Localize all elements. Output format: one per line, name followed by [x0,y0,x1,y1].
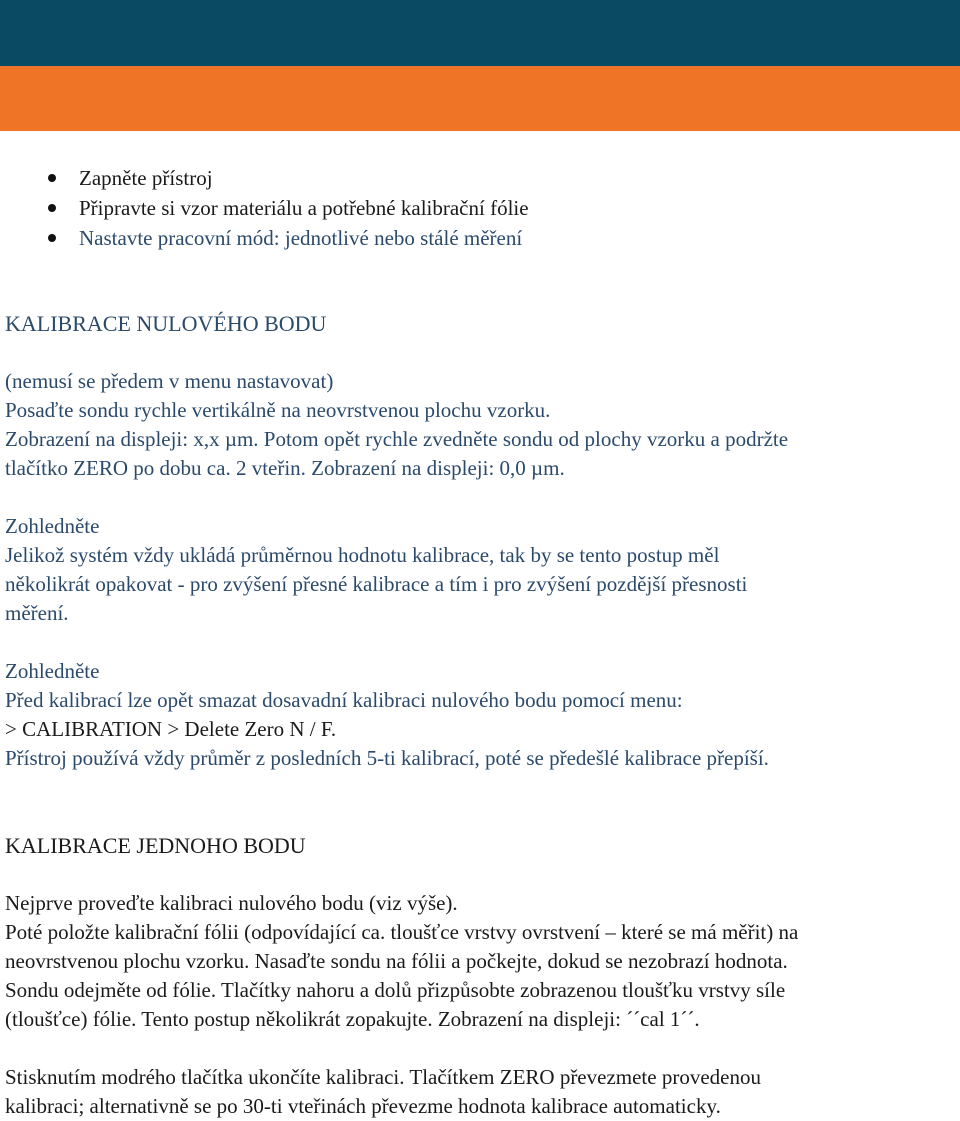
paragraph-line: kalibraci; alternativně se po 30-ti vteřinách převezme hodnota kalibrace automaticky. [5,1094,721,1118]
paragraph-line: Poté položte kalibrační fólii (odpovídající ca. tloušťce vrstvy ovrstvení – které se má měřit) na [5,920,799,944]
header-band-dark [0,0,960,66]
list-item: Připravte si vzor materiálu a potřebné kalibrační fólie [79,196,529,220]
bullet-icon [48,204,56,212]
paragraph-line: tlačítko ZERO po dobu ca. 2 vteřin. Zobrazení na displeji: 0,0 µm. [5,456,565,480]
paragraph-line: Před kalibrací lze opět smazat dosavadní kalibraci nulového bodu pomocí menu: [5,688,683,712]
paragraph-line: Sondu odejměte od fólie. Tlačítky nahoru a dolů přizpůsobte zobrazenou tloušťku vrstvy síle [5,978,786,1002]
list-item: Nastavte pracovní mód: jednotlivé nebo stálé měření [79,226,523,250]
paragraph-line: měření. [5,601,69,625]
paragraph-line: neovrstvenou plochu vzorku. Nasaďte sondu na fólii a počkejte, dokud se nezobrazí hodnota. [5,949,788,973]
note-title: Zohledněte [5,514,100,538]
paragraph-line: (tloušťce) fólie. Tento postup několikrát zopakujte. Zobrazení na displeji: ´´cal 1´´. [5,1007,700,1031]
paragraph-line: Zobrazení na displeji: x,x µm. Potom opět rychle zvedněte sondu od plochy vzorku a podržte [5,427,789,451]
section-heading-zero-calibration: KALIBRACE NULOVÉHO BODU [5,311,327,336]
header-band-orange [0,66,960,131]
section-heading-one-point-calibration: KALIBRACE JEDNOHO BODU [5,833,306,858]
paragraph-line: Stisknutím modrého tlačítka ukončíte kalibraci. Tlačítkem ZERO převezmete provedenou [5,1065,761,1089]
note-title: Zohledněte [5,659,100,683]
paragraph-line: (nemusí se předem v menu nastavovat) [5,369,334,393]
paragraph-line: Posaďte sondu rychle vertikálně na neovrstvenou plochu vzorku. [5,398,551,422]
list-item: Zapněte přístroj [79,166,213,190]
menu-path: > CALIBRATION > Delete Zero N / F. [5,717,337,741]
paragraph-line: několikrát opakovat - pro zvýšení přesné kalibrace a tím i pro zvýšení pozdější přesnosti [5,572,748,596]
paragraph-line: Nejprve proveďte kalibraci nulového bodu (viz výše). [5,891,458,915]
bullet-icon [48,174,56,182]
paragraph-line: Přístroj používá vždy průměr z posledních 5-ti kalibrací, poté se předešlé kalibrace přepíší. [5,746,769,770]
bullet-icon [48,234,56,242]
paragraph-line: Jelikož systém vždy ukládá průměrnou hodnotu kalibrace, tak by se tento postup měl [5,543,720,567]
